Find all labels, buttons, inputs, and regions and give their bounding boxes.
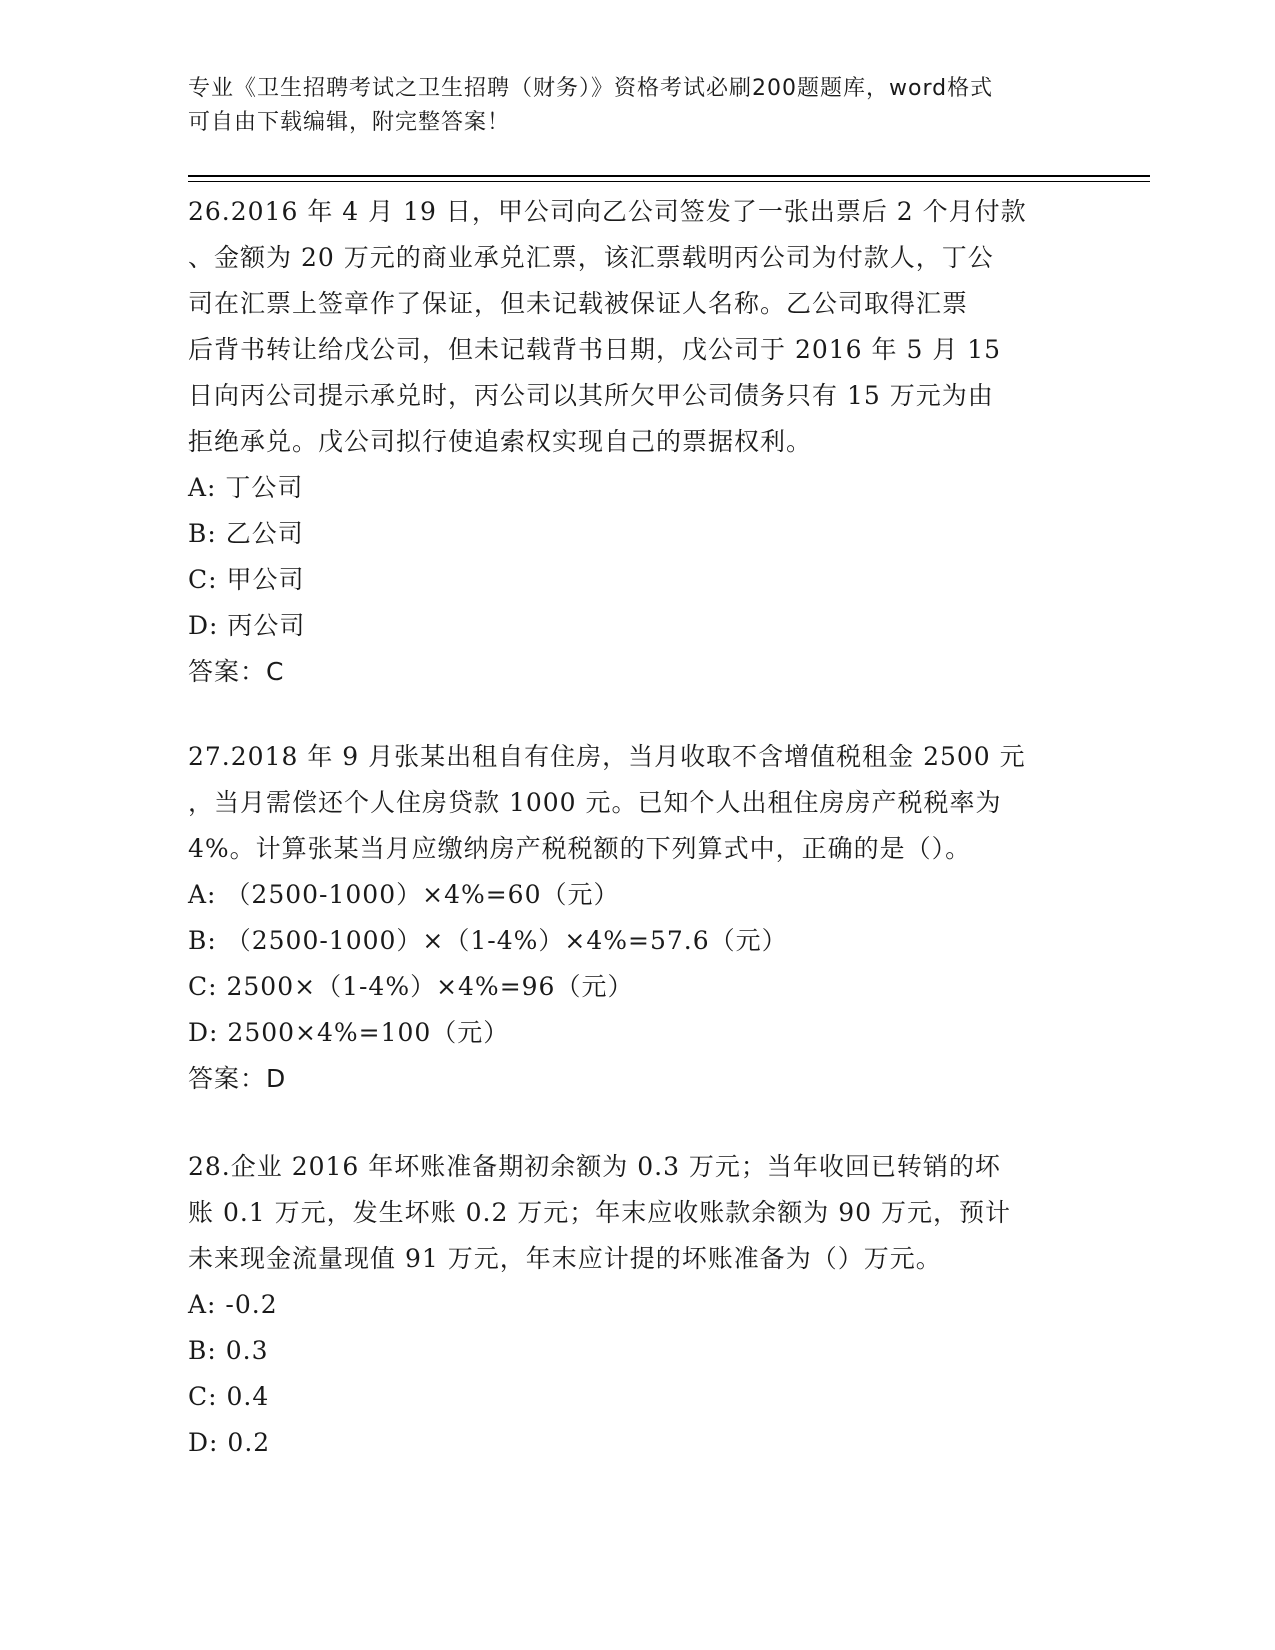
question-28 [188,1144,1088,1466]
document-header [188,72,1088,140]
option-b: B: 0.3 [188,1336,269,1365]
question-27 [188,734,1088,1102]
stem-line: 账 0.1 万元，发生坏账 0.2 万元；年末应收账款余额为 90 万元，预计 [188,1198,1012,1227]
stem-line: ，当月需偿还个人住房贷款 1000 元。已知个人出租住房房产税税率为 [188,788,1002,817]
option-a: A: （2500-1000）×4%=60（元） [188,880,620,909]
option-c: C: 0.4 [188,1382,270,1411]
stem-line: 拒绝承兑。戊公司拟行使追索权实现自己的票据权利。 [188,427,813,456]
header-line-2: 可自由下载编辑，附完整答案！ [188,110,511,135]
option-d: D: 丙公司 [188,611,306,640]
option-a: A: 丁公司 [188,473,304,502]
stem-line: 28.企业 2016 年坏账准备期初余额为 0.3 万元；当年收回已转销的坏 [188,1152,1001,1181]
header-divider-thin [188,181,1150,182]
option-d: D: 0.2 [188,1428,271,1457]
stem-line: 后背书转让给戊公司，但未记载背书日期，戊公司于 2016 年 5 月 15 [188,335,1002,364]
option-b: B: （2500-1000）×（1-4%）×4%=57.6（元） [188,926,788,955]
option-a: A: -0.2 [188,1290,278,1319]
answer-label: 答案：C [188,657,285,686]
option-b: B: 乙公司 [188,519,304,548]
header-divider-thick [188,175,1150,177]
option-c: C: 2500×（1-4%）×4%=96（元） [188,972,634,1001]
question-26 [188,189,1088,695]
answer-label: 答案：D [188,1064,287,1093]
stem-line: 日向丙公司提示承兑时，丙公司以其所欠甲公司债务只有 15 万元为由 [188,381,994,410]
stem-line: 、金额为 20 万元的商业承兑汇票，该汇票载明丙公司为付款人，丁公 [188,243,994,272]
question-stem [188,734,1088,872]
question-stem [188,1144,1088,1282]
stem-line: 司在汇票上签章作了保证，但未记载被保证人名称。乙公司取得汇票 [188,289,969,318]
option-d: D: 2500×4%=100（元） [188,1018,510,1047]
header-line-1: 专业《卫生招聘考试之卫生招聘（财务）》资格考试必刷200题题库，word格式 [188,76,994,101]
stem-line: 4%。计算张某当月应缴纳房产税税额的下列算式中，正确的是（）。 [188,834,972,863]
option-c: C: 甲公司 [188,565,305,594]
stem-line: 27.2018 年 9 月张某出租自有住房，当月收取不含增值税租金 2500 元 [188,742,1026,771]
question-stem [188,189,1088,465]
stem-line: 26.2016 年 4 月 19 日，甲公司向乙公司签发了一张出票后 2 个月付款 [188,197,1027,226]
stem-line: 未来现金流量现值 91 万元，年末应计提的坏账准备为（）万元。 [188,1244,942,1273]
